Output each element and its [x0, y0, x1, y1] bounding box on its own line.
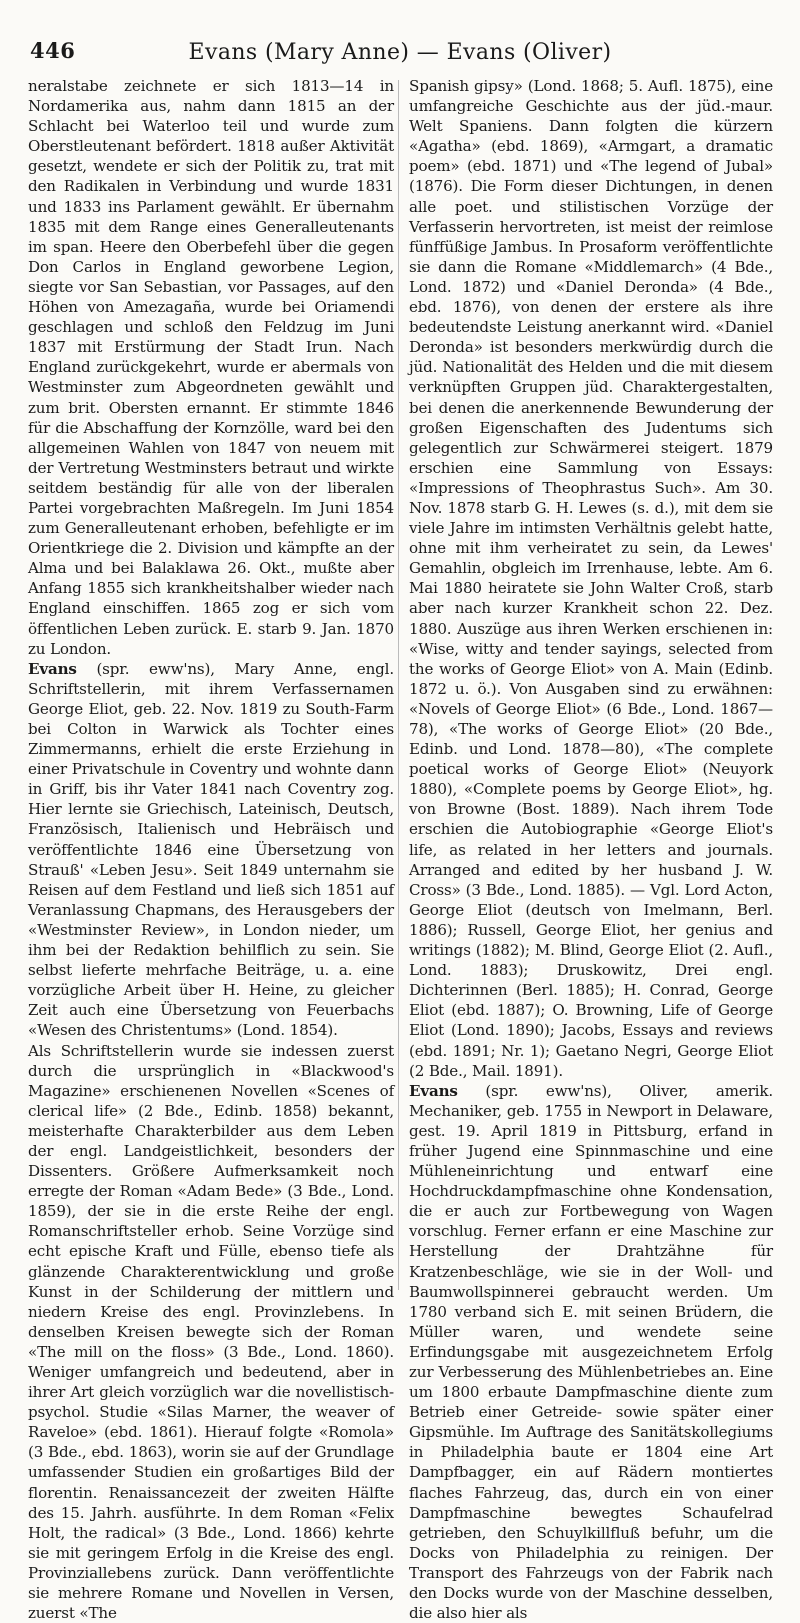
- article-evans-oliver: [409, 1081, 773, 1623]
- article-paragraph: Spanish gipsy» (Lond. 1868; 5. Aufl. 1875), eine umfangreiche Geschichte aus der jüd.-maur. Welt Spaniens. Dann folgten die kürzern «Agatha» (ebd. 1869), «Armgart, a dramatic poem» (ebd. 1871) und «The legend of Jubal» (1876). Die Form dieser Dichtungen, in denen alle poet. und stilistischen Vorzüge der Verfasserin hervortreten, ist meist der reimlose fünffüßige Jambus. In Prosaform veröffentlichte sie dann die Romane «Middlemarch» (4 Bde., Lond. 1872) und «Daniel Deronda» (4 Bde., ebd. 1876), von denen der erstere als ihre bedeutendste Leistung anerkannt wird. «Daniel Deronda» ist besonders merkwürdig durch die jüd. Nationalität des Helden und die mit diesem verknüpften Gruppen jüd. Charaktergestalten, bei denen die anerkennende Bewunderung der großen Eigenschaften des Judentums sich gelegentlich zur Schwärmerei steigert. 1879 erschien eine Sammlung von Essays: «Impressions of Theophrastus Such». Am 30. Nov. 1878 starb G. H. Lewes (s. d.), mit dem sie viele Jahre im intimsten Verhältnis gelebt hatte, ohne mit ihm verheiratet zu sein, da Lewes' Gemahlin, obgleich im Irrenhause, lebte. Am 6. Mai 1880 heiratete sie John Walter Croß, starb aber nach kurzer Krankheit schon 22. Dez. 1880. Auszüge aus ihren Werken erschienen in: «Wise, witty and tender sayings, selected from the works of George Eliot» von A. Main (Edinb. 1872 u. ö.). Von Ausgaben sind zu erwähnen: «Novels of George Eliot» (6 Bde., Lond. 1867—78), «The works of George Eliot» (20 Bde., Edinb. und Lond. 1878—80), «The complete poetical works of George Eliot» (Neuyork 1880), «Complete poems by George Eliot», hg. von Browne (Bost. 1889). Nach ihrem Tode erschien die Autobiographie «George Eliot's life, as related in her letters and journals. Arranged and edited by her husband J. W. Cross» (3 Bde., Lond. 1885). — Vgl. Lord Acton, George Eliot (deutsch von Imelmann, Berl. 1886); Russell, George Eliot, her genius and writings (1882); M. Blind, George Eliot (2. Aufl., Lond. 1883); Druskowitz, Drei engl. Dichterinnen (Berl. 1885); H. Conrad, George Eliot (ebd. 1887); O. Browning, Life of George Eliot (Lond. 1890); Jacobs, Essays and reviews (ebd. 1891; Nr. 1); Gaetano Negri, George Eliot (2 Bde., Mail. 1891).: [409, 76, 773, 1081]
- page-number: 446: [30, 38, 75, 63]
- running-head: Evans (Mary Anne) — Evans (Oliver): [189, 40, 612, 65]
- article-text: (spr. eww'ns), Mary Anne, engl. Schriftstellerin, mit ihrem Verfassernamen George Eliot, geb. 22. Nov. 1819 zu South-Farm bei Colton in Warwick als Tochter eines Zimmermanns, erhielt die erste Erziehung in einer Privatschule in Coventry und wohnte dann in Griff, bis ihr Vater 1841 nach Coventry zog. Hier lernte sie Griechisch, Lateinisch, Deutsch, Französisch, Italienisch und Hebräisch und veröffentlichte 1846 eine Übersetzung von Strauß' «Leben Jesu». Seit 1849 unternahm sie Reisen auf dem Festland und ließ sich 1851 auf Veranlassung Chapmans, des Herausgebers der «Westminster Review», in London nieder, um ihm bei der Redaktion behilflich zu sein. Sie selbst lieferte mehrfache Beiträge, u. a. eine vorzügliche Arbeit über H. Heine, zu gleicher Zeit auch eine Übersetzung von Feuerbachs «Wesen des Christentums» (Lond. 1854).: [28, 660, 394, 1040]
- column-divider: [398, 80, 399, 1290]
- right-column: [409, 76, 773, 1623]
- left-column: [28, 76, 394, 1623]
- article-paragraph: Als Schriftstellerin wurde sie indessen zuerst durch die ursprünglich in «Blackwood's Magazine» erschienenen Novellen «Scenes of clerical life» (2 Bde., Edinb. 1858) bekannt, meisterhafte Charakterbilder aus dem Leben der engl. Landgeistlichkeit, besonders der Dissenters. Größere Aufmerksamkeit noch erregte der Roman «Adam Bede» (3 Bde., Lond. 1859), der sie in die erste Reihe der engl. Romanschriftsteller erhob. Seine Vorzüge sind echt epische Kraft und Fülle, ebenso tiefe als glänzende Charakterentwicklung und große Kunst in der Schilderung der mittlern und niedern Kreise des engl. Provinzlebens. In denselben Kreisen bewegte sich der Roman «The mill on the floss» (3 Bde., Lond. 1860). Weniger umfangreich und bedeutend, aber in ihrer Art gleich vorzüglich war die novellistisch-psychol. Studie «Silas Marner, the weaver of Raveloe» (ebd. 1861). Hierauf folgte «Romola» (3 Bde., ebd. 1863), worin sie auf der Grundlage umfassender Studien ein großartiges Bild der florentin. Renaissancezeit der zweiten Hälfte des 15. Jahrh. ausführte. In dem Roman «Felix Holt, the radical» (3 Bde., Lond. 1866) kehrte sie mit geringem Erfolg in die Kreise des engl. Provinziallebens zurück. Dann veröffentlichte sie mehrere Romane und Novellen in Versen, zuerst «The: [28, 1041, 394, 1623]
- headword: Evans: [409, 1082, 458, 1100]
- headword: Evans: [28, 660, 77, 678]
- page-header: [30, 36, 770, 68]
- article-text: (spr. eww'ns), Oliver, amerik. Mechaniker, geb. 1755 in Newport in Delaware, gest. 19. April 1819 in Pittsburg, erfand in früher Jugend eine Spinnmaschine und eine Mühleneinrichtung und entwarf eine Hochdruckdampfmaschine ohne Kondensation, die er auch zur Fortbewegung von Wagen vorschlug. Ferner erfann er eine Maschine zur Herstellung der Drahtzähne für Kratzenbeschläge, wie sie in der Woll- und Baumwollspinnerei gebraucht werden. Um 1780 verband sich E. mit seinen Brüdern, die Müller waren, und wendete seine Erfindungsgabe mit ausgezeichnetem Erfolg zur Verbesserung des Mühlenbetriebes an. Eine um 1800 erbaute Dampfmaschine diente zum Betrieb einer Getreide- sowie später einer Gipsmühle. Im Auftrage des Sanitätskollegiums in Philadelphia baute er 1804 eine Art Dampfbagger, ein auf Rädern montiertes flaches Fahrzeug, das, durch ein von einer Dampfmaschine bewegtes Schaufelrad getrieben, den Schuylkillfluß befuhr, um die Docks von Philadelphia zu reinigen. Der Transport des Fahrzeugs von der Fabrik nach den Docks wurde von der Maschine desselben, die also hier als: [409, 1082, 773, 1622]
- article-continuation: neralstabe zeichnete er sich 1813—14 in Nordamerika aus, nahm dann 1815 an der Schlacht bei Waterloo teil und wurde zum Oberstleutenant befördert. 1818 außer Aktivität gesetzt, wendete er sich der Politik zu, trat mit den Radikalen in Verbindung und wurde 1831 und 1833 ins Parlament gewählt. Er übernahm 1835 mit dem Range eines Generalleutenants im span. Heere den Oberbefehl über die gegen Don Carlos in England geworbene Legion, siegte vor San Sebastian, vor Passages, auf den Höhen von Amezagaña, wurde bei Oriamendi geschlagen und schloß den Feldzug im Juni 1837 mit Erstürmung der Stadt Irun. Nach England zurückgekehrt, wurde er abermals von Westminster zum Abgeordneten gewählt und zum brit. Obersten ernannt. Er stimmte 1846 für die Abschaffung der Kornzölle, ward bei den allgemeinen Wahlen von 1847 von neuem mit der Vertretung Westminsters betraut und wirkte seitdem beständig für alle von der liberalen Partei vorgebrachten Maßregeln. Im Juni 1854 zum Generalleutenant erhoben, befehligte er im Orientkriege die 2. Division und kämpfte an der Alma und bei Balaklawa 26. Okt., mußte aber Anfang 1855 sich krankheitshalber wieder nach England einschiffen. 1865 zog er sich vom öffentlichen Leben zurück. E. starb 9. Jan. 1870 zu London.: [28, 76, 394, 659]
- article-evans-mary-anne: [28, 659, 394, 1041]
